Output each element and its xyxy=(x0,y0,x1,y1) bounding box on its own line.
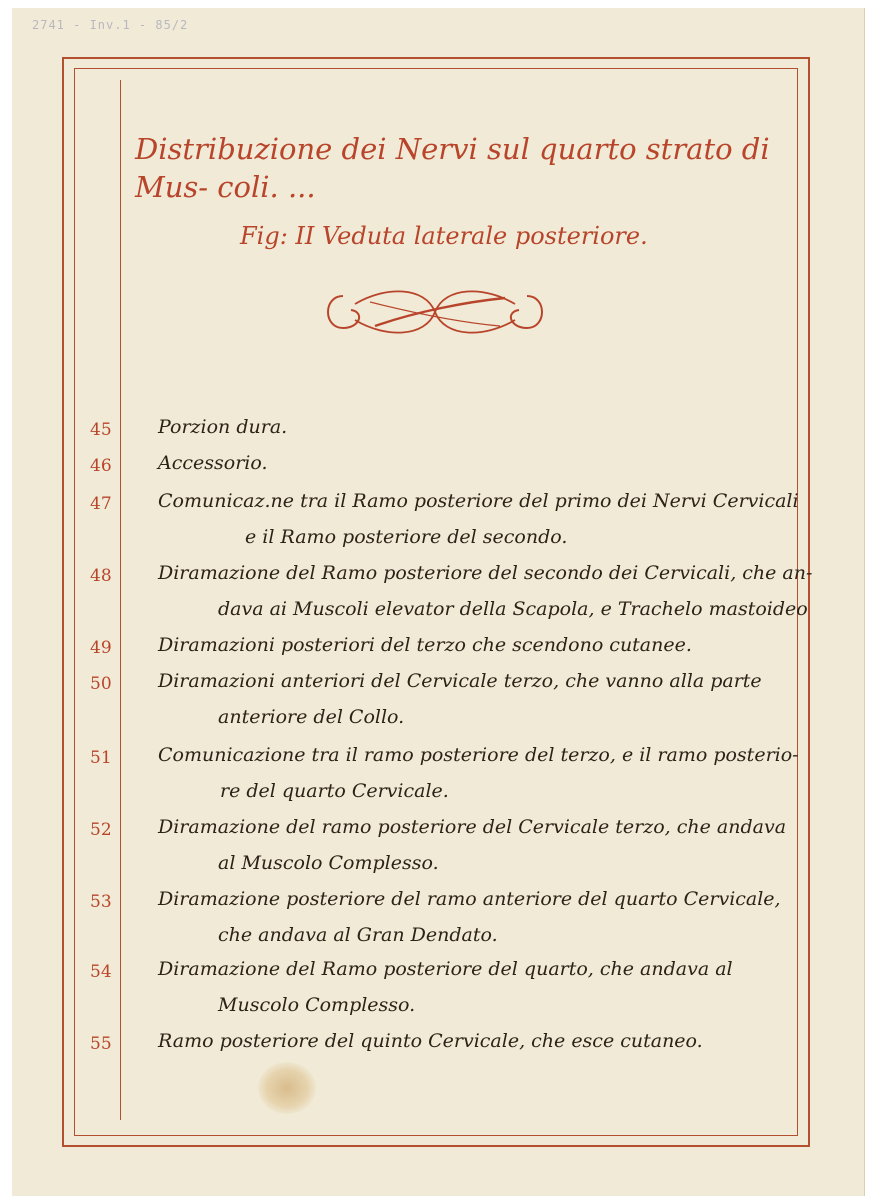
entry-text-continued: re del quarto Cervicale. xyxy=(220,780,449,802)
entry-number: 52 xyxy=(90,820,112,840)
entry-text-continued: dava ai Muscoli elevator della Scapola, e Trachelo mastoideo xyxy=(218,598,808,620)
entry-text: Diramazione del Ramo posteriore del secondo dei Cervicali, che an- xyxy=(158,562,813,584)
entry-text-continued: che andava al Gran Dendato. xyxy=(218,924,498,946)
entry-number: 53 xyxy=(90,892,112,912)
entry-number: 47 xyxy=(90,494,112,514)
entry-text-continued: e il Ramo posteriore del secondo. xyxy=(245,526,568,548)
figure-subtitle: Fig: II Veduta laterale posteriore. xyxy=(240,222,648,250)
entry-text: Diramazioni posteriori del terzo che scendono cutanee. xyxy=(158,634,692,656)
entry-text: Comunicazione tra il ramo posteriore del terzo, e il ramo posterio- xyxy=(158,744,799,766)
entry-number: 46 xyxy=(90,456,112,476)
entry-number: 45 xyxy=(90,420,112,440)
entry-text: Ramo posteriore del quinto Cervicale, che esce cutaneo. xyxy=(158,1030,703,1052)
entry-number: 49 xyxy=(90,638,112,658)
entry-text-continued: Muscolo Complesso. xyxy=(218,994,416,1016)
entry-number: 51 xyxy=(90,748,112,768)
pencil-inventory-note: 2741 - Inv.1 - 85/2 xyxy=(32,18,189,32)
entry-number: 54 xyxy=(90,962,112,982)
entry-text: Diramazione del ramo posteriore del Cervicale terzo, che andava xyxy=(158,816,787,838)
paper-stain xyxy=(258,1062,316,1114)
page-title: Distribuzione dei Nervi sul quarto strato di Mus- coli. ... xyxy=(135,132,770,204)
entry-number: 55 xyxy=(90,1034,112,1054)
entry-text: Porzion dura. xyxy=(158,416,288,438)
entry-number: 48 xyxy=(90,566,112,586)
entry-text: Diramazione posteriore del ramo anteriore del quarto Cervicale, xyxy=(158,888,781,910)
entry-text: Accessorio. xyxy=(158,452,268,474)
entry-text-continued: al Muscolo Complesso. xyxy=(218,852,439,874)
calligraphic-flourish-icon xyxy=(315,282,555,342)
entry-text: Diramazione del Ramo posteriore del quarto, che andava al xyxy=(158,958,733,980)
entry-text: Diramazioni anteriori del Cervicale terzo, che vanno alla parte xyxy=(158,670,762,692)
entry-text: Comunicaz.ne tra il Ramo posteriore del primo dei Nervi Cervicali xyxy=(158,490,799,512)
entry-text-continued: anteriore del Collo. xyxy=(218,706,405,728)
entry-number: 50 xyxy=(90,674,112,694)
